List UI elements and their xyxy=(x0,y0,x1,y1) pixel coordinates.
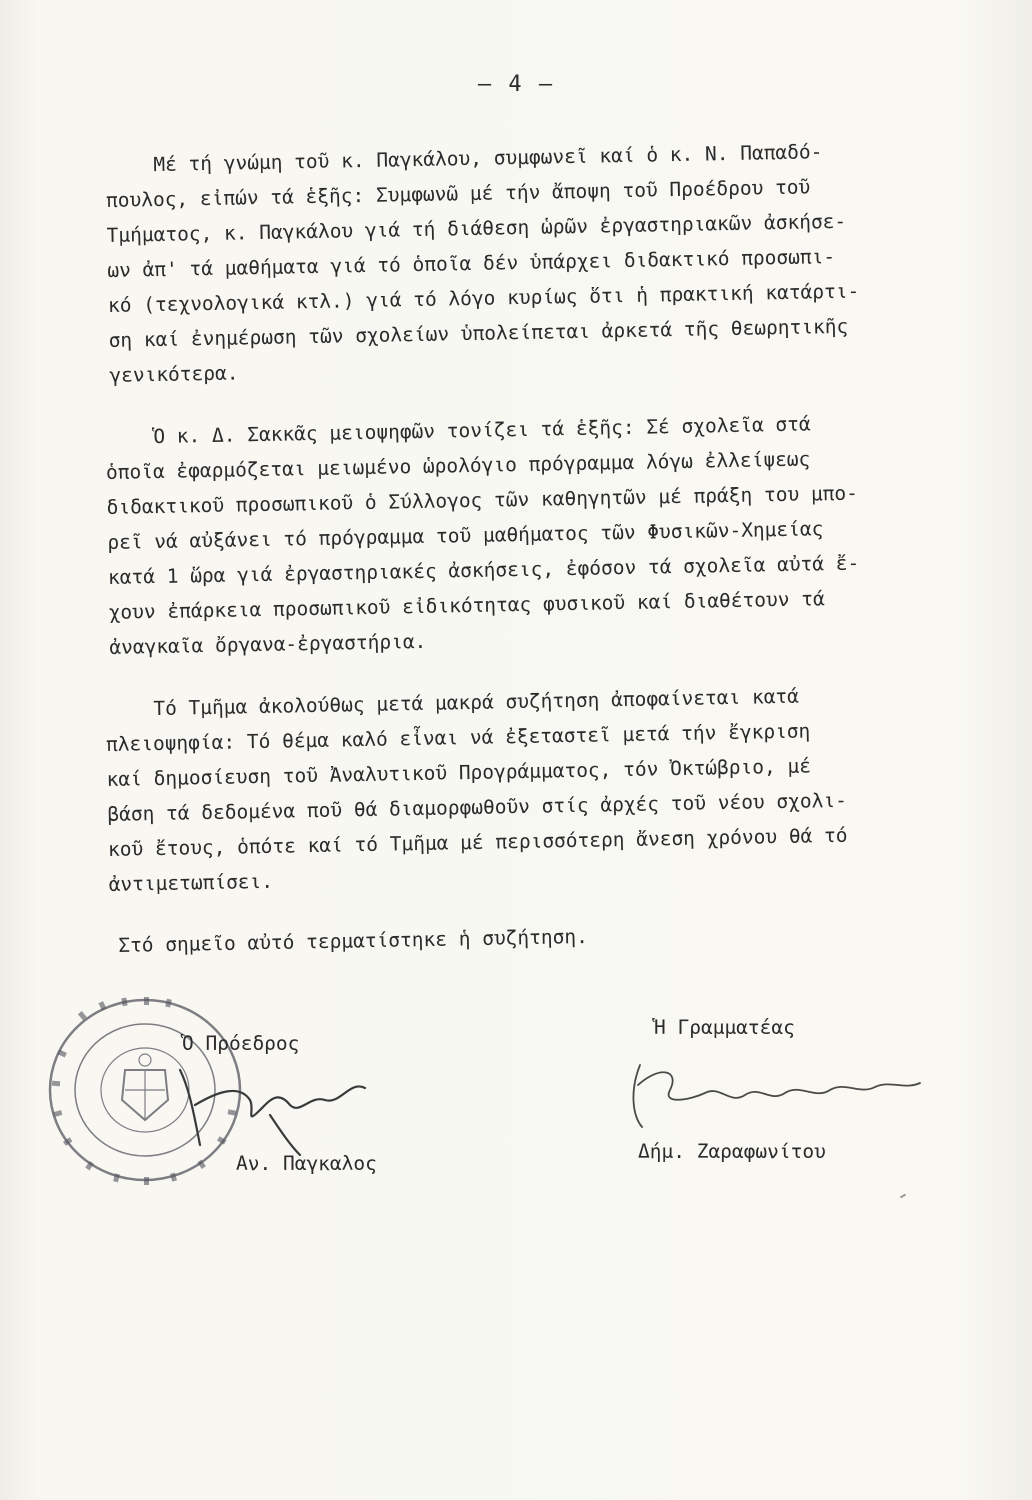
text-line: Ὁ κ. Δ. Σακκᾶς μειοψηφῶν τονίζει τά ἑξῆς: Σέ σχολεῖα στά xyxy=(153,412,811,449)
text-line: Τό Τμῆμα ἀκολούθως μετά μακρά συζήτηση ἀποφαίνεται κατά xyxy=(153,684,800,721)
text-line: ὁποῖα ἐφαρμόζεται μειωμένο ὡρολόγιο πρόγραμμα λόγω ἐλλείψεως xyxy=(105,447,811,484)
ink-mark xyxy=(900,1194,906,1199)
text-line: ρεῖ νά αὐξάνει τό πρόγραμμα τοῦ μαθήματος τῶν Φυσικῶν-Χημείας xyxy=(107,517,824,554)
text-line: γενικότερα. xyxy=(109,361,239,387)
text-line: διδακτικοῦ προσωπικοῦ ὁ Σύλλογος τῶν καθηγητῶν μέ πράξη του μπο- xyxy=(106,481,859,519)
paragraph-1 xyxy=(105,132,940,393)
president-signature-icon xyxy=(150,1050,380,1160)
text-line: καί δημοσίευση τοῦ Ἀναλυτικοῦ Προγράμματος, τόν Ὀκτώβριο, μέ xyxy=(106,754,812,791)
secretary-title: Ἡ Γραμματέας xyxy=(654,1016,795,1039)
text-line: κοῦ ἔτους, ὁπότε καί τό Τμῆμα μέ περισσότερη ἄνεση χρόνου θά τό xyxy=(107,823,848,861)
text-line: Μέ τή γνώμη τοῦ κ. Παγκάλου, συμφωνεῖ καί ὁ κ. Ν. Παπαδό- xyxy=(153,140,823,177)
president-name: Αν. Παγκαλος xyxy=(236,1152,377,1175)
text-line: κατά 1 ὥρα γιά ἐργαστηριακές ἀσκήσεις, ἐφόσον τά σχολεῖα αὐτά ἔ- xyxy=(107,551,860,589)
text-line: Στό σημεῖο αὐτό τερματίστηκε ἡ συζήτηση. xyxy=(118,924,589,957)
text-line: βάση τά δεδομένα ποῦ θά διαμορφωθοῦν στίς ἀρχές τοῦ νέου σχολι- xyxy=(107,788,848,826)
paragraph-2 xyxy=(105,404,940,665)
secretary-signature-icon xyxy=(600,1045,940,1135)
text-line: κό (τεχνολογικά κτλ.) γιά τό λόγο κυρίως ὅτι ἡ πρακτική κατάρτι- xyxy=(107,279,860,317)
text-line: πουλος, εἰπών τά ἑξῆς: Συμφωνῶ μέ τήν ἄποψη τοῦ Προέδρου τοῦ xyxy=(105,175,811,212)
text-line: Τμήματος, κ. Παγκάλου γιά τή διάθεση ὡρῶν ἐργαστηριακῶν ἀσκήσε- xyxy=(106,209,847,247)
paragraph-3 xyxy=(105,676,939,902)
text-line: ἀντιμετωπίσει. xyxy=(108,869,274,896)
text-line: ση καί ἐνημέρωση τῶν σχολείων ὑπολείπεται ἀρκετά τῆς θεωρητικῆς xyxy=(108,314,849,352)
page-number: – 4 – xyxy=(477,72,555,97)
text-line: ων ἀπ' τά μαθήματα γιά τό ὁποῖα δέν ὑπάρχει διδακτικό προσωπι- xyxy=(107,245,836,282)
text-line: χουν ἐπάρκεια προσωπικοῦ εἰδικότητας φυσικοῦ καί διαθέτουν τά xyxy=(108,587,825,624)
paragraph-4 xyxy=(118,912,949,963)
president-title: Ὁ Πρόεδρος xyxy=(182,1032,300,1055)
text-line: ἀναγκαῖα ὄργανα-ἐργαστήρια. xyxy=(109,629,427,659)
text-line: πλειοψηφία: Τό θέμα καλό εἶναι νά ἐξεταστεῖ μετά τήν ἔγκριση xyxy=(105,719,811,756)
secretary-name: Δήμ. Ζαραφωνίτου xyxy=(638,1140,826,1163)
